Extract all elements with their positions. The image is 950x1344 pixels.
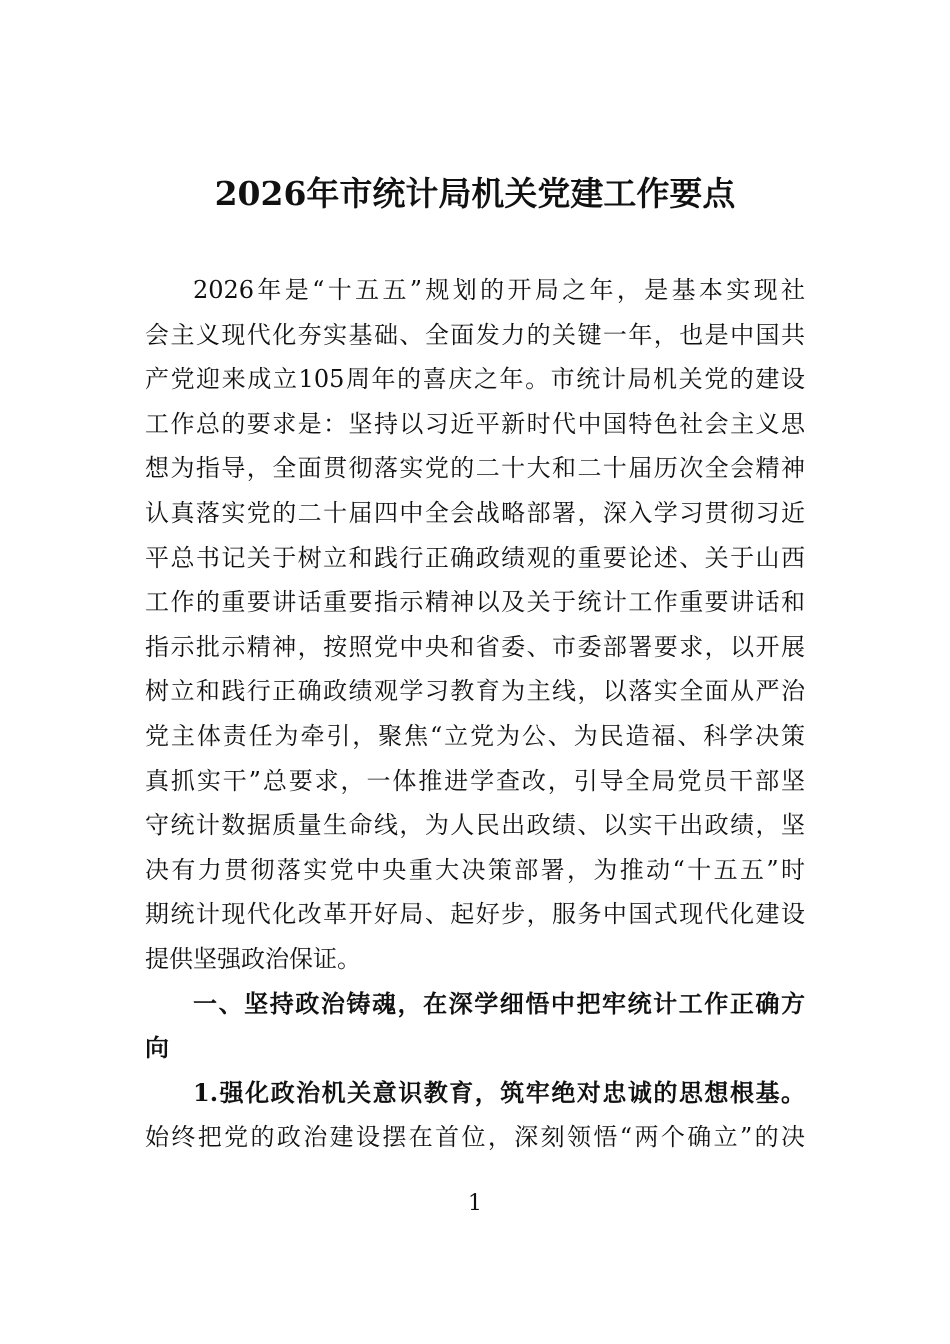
intro-line: 认真落实党的二十届四中全会战略部署，深入学习贯彻习近 [145, 498, 805, 527]
intro-line: 树立和践行正确政绩观学习教育为主线，以落实全面从严治 [145, 677, 805, 706]
intro-line: 真抓实干”总要求，一体推进学查改，引导全局党员干部坚 [145, 766, 805, 795]
intro-line: 决有力贯彻落实党中央重大决策部署，为推动“十五五”时 [145, 855, 805, 884]
intro-line: 会主义现代化夯实基础、全面发力的关键一年，也是中国共 [145, 320, 805, 349]
intro-line: 期统计现代化改革开好局、起好步，服务中国式现代化建设 [145, 900, 805, 929]
subheading: 1.强化政治机关意识教育，筑牢绝对忠诚的思想根基。 [193, 1077, 805, 1107]
continuation-line: 始终把党的政治建设摆在首位，深刻领悟“两个确立”的决 [145, 1123, 805, 1152]
intro-line: 指示批示精神，按照党中央和省委、市委部署要求，以开展 [145, 632, 805, 661]
intro-line: 想为指导，全面贯彻落实党的二十大和二十届历次全会精神 [145, 454, 805, 483]
intro-line: 党主体责任为牵引，聚焦“立党为公、为民造福、科学决策 [145, 721, 805, 750]
intro-line: 工作的重要讲话重要指示精神以及关于统计工作重要讲话和 [145, 588, 805, 617]
intro-line: 守统计数据质量生命线，为人民出政绩、以实干出政绩，坚 [145, 811, 805, 840]
section-heading-line: 向 [145, 1033, 169, 1063]
intro-line: 2026年是“十五五”规划的开局之年，是基本实现社 [193, 276, 805, 304]
intro-line: 产党迎来成立105周年的喜庆之年。市统计局机关党的建设 [145, 365, 805, 394]
intro-line: 工作总的要求是：坚持以习近平新时代中国特色社会主义思 [145, 409, 805, 438]
section-heading-line: 一、坚持政治铸魂，在深学细悟中把牢统计工作正确方 [193, 988, 805, 1018]
intro-line: 平总书记关于树立和践行正确政绩观的重要论述、关于山西 [145, 543, 805, 572]
page-number: 1 [468, 1191, 482, 1216]
document-body [145, 268, 805, 1160]
document-title: 2026年市统计局机关党建工作要点 [214, 174, 736, 213]
intro-line: 提供坚强政治保证。 [145, 944, 361, 973]
